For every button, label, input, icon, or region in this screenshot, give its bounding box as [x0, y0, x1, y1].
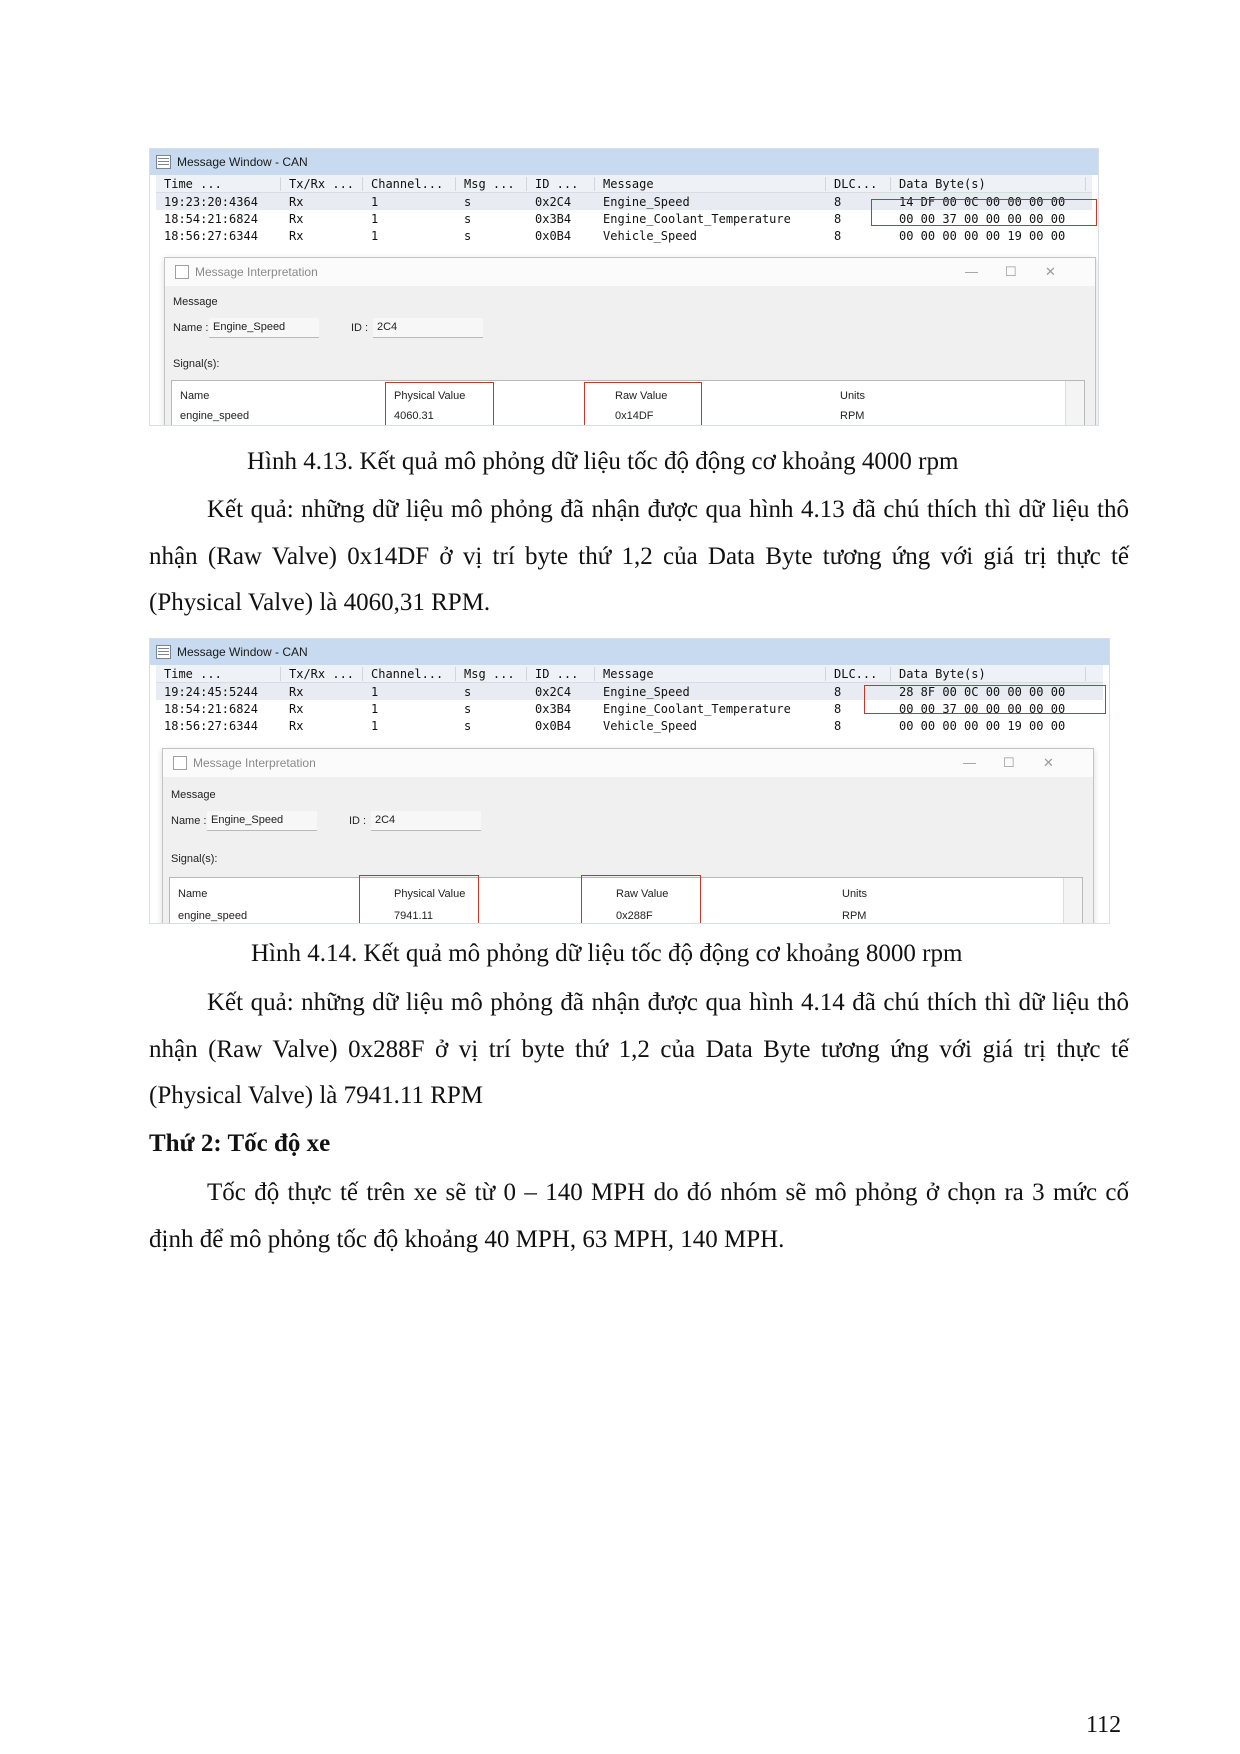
window-icon [156, 645, 171, 659]
cell-channel: 1 [371, 194, 379, 209]
cell-dlc: 8 [834, 194, 842, 209]
cell-msg: s [464, 701, 472, 716]
sig-physical: 4060.31 [394, 410, 434, 422]
minimize-icon[interactable]: — [965, 264, 978, 279]
cell-data: 00 00 37 00 00 00 00 00 [899, 701, 1066, 716]
sig-name: engine_speed [178, 910, 248, 922]
cell-data: 28 8F 00 0C 00 00 00 00 [899, 684, 1066, 699]
minimize-icon[interactable]: — [963, 755, 976, 770]
cell-message: Engine_Coolant_Temperature [603, 701, 791, 716]
window-icon [156, 155, 171, 169]
message-group-label: Message [171, 789, 216, 801]
grid-header [156, 175, 1092, 193]
col-message[interactable]: Message [595, 667, 826, 681]
paragraph: Kết quả: những dữ liệu mô phỏng đã nhận được qua hình 4.13 đã chú thích thì dữ liệu thô nhận (Raw Valve) 0x14DF ở vị trí byte thứ 1,2 của Data Byte tương ứng với giá trị thực tế (Physical Valve) là 4060,31 RPM. [149, 496, 1129, 616]
col-txrx[interactable]: Tx/Rx ... [281, 667, 363, 681]
sig-col-units: Units [840, 390, 866, 402]
col-message[interactable]: Message [595, 177, 826, 191]
col-dlc[interactable]: DLC... [826, 177, 891, 191]
col-channel[interactable]: Channel... [363, 177, 456, 191]
dialog-icon [173, 756, 187, 770]
cell-data: 14 DF 00 0C 00 00 00 00 [899, 194, 1066, 209]
sig-col-raw: Raw Value [616, 888, 669, 900]
col-data[interactable]: Data Byte(s) [891, 177, 1086, 191]
cell-channel: 1 [371, 211, 379, 226]
table-row[interactable] [156, 227, 1092, 244]
col-dlc[interactable]: DLC... [826, 667, 891, 681]
section-heading: Thứ 2: Tốc độ xe [149, 1130, 331, 1157]
cell-txrx: Rx [289, 194, 304, 209]
dialog-titlebar [163, 749, 1093, 777]
paragraph: Kết quả: những dữ liệu mô phỏng đã nhận được qua hình 4.14 đã chú thích thì dữ liệu thô nhận (Raw Valve) 0x288F ở vị trí byte thứ 1,2 của Data Byte tương ứng với giá trị thực tế (Physical Valve) là 7941.11 RPM [149, 989, 1129, 1109]
figure-caption: Hình 4.14. Kết quả mô phỏng dữ liệu tốc độ động cơ khoảng 8000 rpm [251, 940, 963, 967]
name-field[interactable]: Engine_Speed [209, 318, 319, 338]
cell-dlc: 8 [834, 684, 842, 699]
cell-time: 18:54:21:6824 [164, 211, 258, 226]
sig-col-physical: Physical Value [394, 888, 466, 900]
sig-col-units: Units [842, 888, 868, 900]
page-number: 112 [1086, 1712, 1122, 1738]
cell-txrx: Rx [289, 718, 304, 733]
cell-dlc: 8 [834, 701, 842, 716]
id-label: ID : [351, 322, 369, 334]
cell-id: 0x2C4 [535, 684, 572, 699]
cell-channel: 1 [371, 718, 379, 733]
sig-col-name: Name [180, 390, 210, 402]
cell-channel: 1 [371, 701, 379, 716]
raw-value-highlight [584, 382, 702, 426]
cell-time: 19:24:45:5244 [164, 684, 258, 699]
name-label: Name : [173, 322, 209, 334]
table-row[interactable] [156, 717, 1103, 734]
cell-channel: 1 [371, 228, 379, 243]
paragraph: Tốc độ thực tế trên xe sẽ từ 0 – 140 MPH do đó nhóm sẽ mô phỏng ở chọn ra 3 mức cố định để mô phỏng tốc độ khoảng 40 MPH, 63 MPH, 140 MPH. [149, 1179, 1129, 1253]
col-txrx[interactable]: Tx/Rx ... [281, 177, 363, 191]
sig-units: RPM [842, 910, 867, 922]
raw-value-highlight [581, 875, 701, 924]
dialog-icon [175, 265, 189, 279]
sig-col-physical: Physical Value [394, 390, 466, 402]
grid-header [156, 665, 1103, 683]
signals-label: Signal(s): [173, 358, 220, 370]
sig-physical: 7941.11 [394, 910, 433, 922]
dialog-titlebar [165, 258, 1095, 286]
sig-raw: 0x14DF [615, 410, 654, 422]
cell-id: 0x2C4 [535, 194, 572, 209]
data-byte-highlight [871, 199, 1097, 226]
close-icon[interactable]: ✕ [1045, 264, 1056, 279]
cell-data: 00 00 00 00 00 19 00 00 [899, 718, 1066, 733]
col-id[interactable]: ID ... [527, 177, 595, 191]
sig-col-name: Name [178, 888, 208, 900]
sig-raw: 0x288F [616, 910, 653, 922]
cell-data: 00 00 00 00 00 19 00 00 [899, 228, 1066, 243]
cell-message: Engine_Coolant_Temperature [603, 211, 791, 226]
cell-txrx: Rx [289, 684, 304, 699]
col-msg[interactable]: Msg ... [456, 177, 527, 191]
window-title: Message Window - CAN [177, 645, 308, 659]
cell-msg: s [464, 211, 472, 226]
figure-4-13-screenshot [149, 148, 1099, 426]
cell-txrx: Rx [289, 701, 304, 716]
vertical-scrollbar[interactable] [1065, 381, 1084, 426]
cell-message: Engine_Speed [603, 684, 690, 699]
cell-txrx: Rx [289, 211, 304, 226]
cell-message: Engine_Speed [603, 194, 690, 209]
vertical-scrollbar[interactable] [1063, 878, 1082, 924]
cell-dlc: 8 [834, 718, 842, 733]
sig-name: engine_speed [180, 410, 250, 422]
cell-msg: s [464, 194, 472, 209]
cell-channel: 1 [371, 684, 379, 699]
cell-dlc: 8 [834, 211, 842, 226]
cell-time: 18:54:21:6824 [164, 701, 258, 716]
cell-message: Vehicle_Speed [603, 228, 697, 243]
cell-txrx: Rx [289, 228, 304, 243]
dialog-title: Message Interpretation [195, 265, 318, 279]
message-window-titlebar [150, 149, 1098, 175]
col-id[interactable]: ID ... [527, 667, 595, 681]
window-title: Message Window - CAN [177, 155, 308, 169]
maximize-icon[interactable]: ☐ [1005, 264, 1017, 279]
message-window-titlebar [150, 639, 1109, 665]
col-time[interactable]: Time ... [156, 177, 281, 191]
figure-4-14-screenshot [149, 638, 1110, 924]
cell-id: 0x3B4 [535, 701, 572, 716]
id-label: ID : [349, 815, 367, 827]
physical-value-highlight [385, 382, 494, 426]
cell-id: 0x0B4 [535, 718, 572, 733]
cell-time: 18:56:27:6344 [164, 228, 258, 243]
cell-msg: s [464, 684, 472, 699]
physical-value-highlight [359, 875, 479, 924]
maximize-icon[interactable]: ☐ [1003, 755, 1015, 770]
data-byte-highlight [864, 685, 1106, 714]
col-time[interactable]: Time ... [156, 667, 281, 681]
cell-id: 0x3B4 [535, 211, 572, 226]
cell-id: 0x0B4 [535, 228, 572, 243]
name-label: Name : [171, 815, 207, 827]
id-field[interactable]: 2C4 [371, 811, 481, 831]
cell-data: 00 00 37 00 00 00 00 00 [899, 211, 1066, 226]
cell-time: 18:56:27:6344 [164, 718, 258, 733]
signals-label: Signal(s): [171, 853, 218, 865]
close-icon[interactable]: ✕ [1043, 755, 1054, 770]
cell-time: 19:23:20:4364 [164, 194, 258, 209]
col-data[interactable]: Data Byte(s) [891, 667, 1086, 681]
cell-msg: s [464, 228, 472, 243]
cell-message: Vehicle_Speed [603, 718, 697, 733]
message-group-label: Message [173, 296, 218, 308]
cell-dlc: 8 [834, 228, 842, 243]
col-msg[interactable]: Msg ... [456, 667, 527, 681]
sig-col-raw: Raw Value [615, 390, 668, 402]
sig-units: RPM [840, 410, 865, 422]
id-field[interactable]: 2C4 [373, 318, 483, 338]
dialog-title: Message Interpretation [193, 756, 316, 770]
name-field[interactable]: Engine_Speed [207, 811, 317, 831]
col-channel[interactable]: Channel... [363, 667, 456, 681]
figure-caption: Hình 4.13. Kết quả mô phỏng dữ liệu tốc độ động cơ khoảng 4000 rpm [247, 448, 959, 475]
cell-msg: s [464, 718, 472, 733]
